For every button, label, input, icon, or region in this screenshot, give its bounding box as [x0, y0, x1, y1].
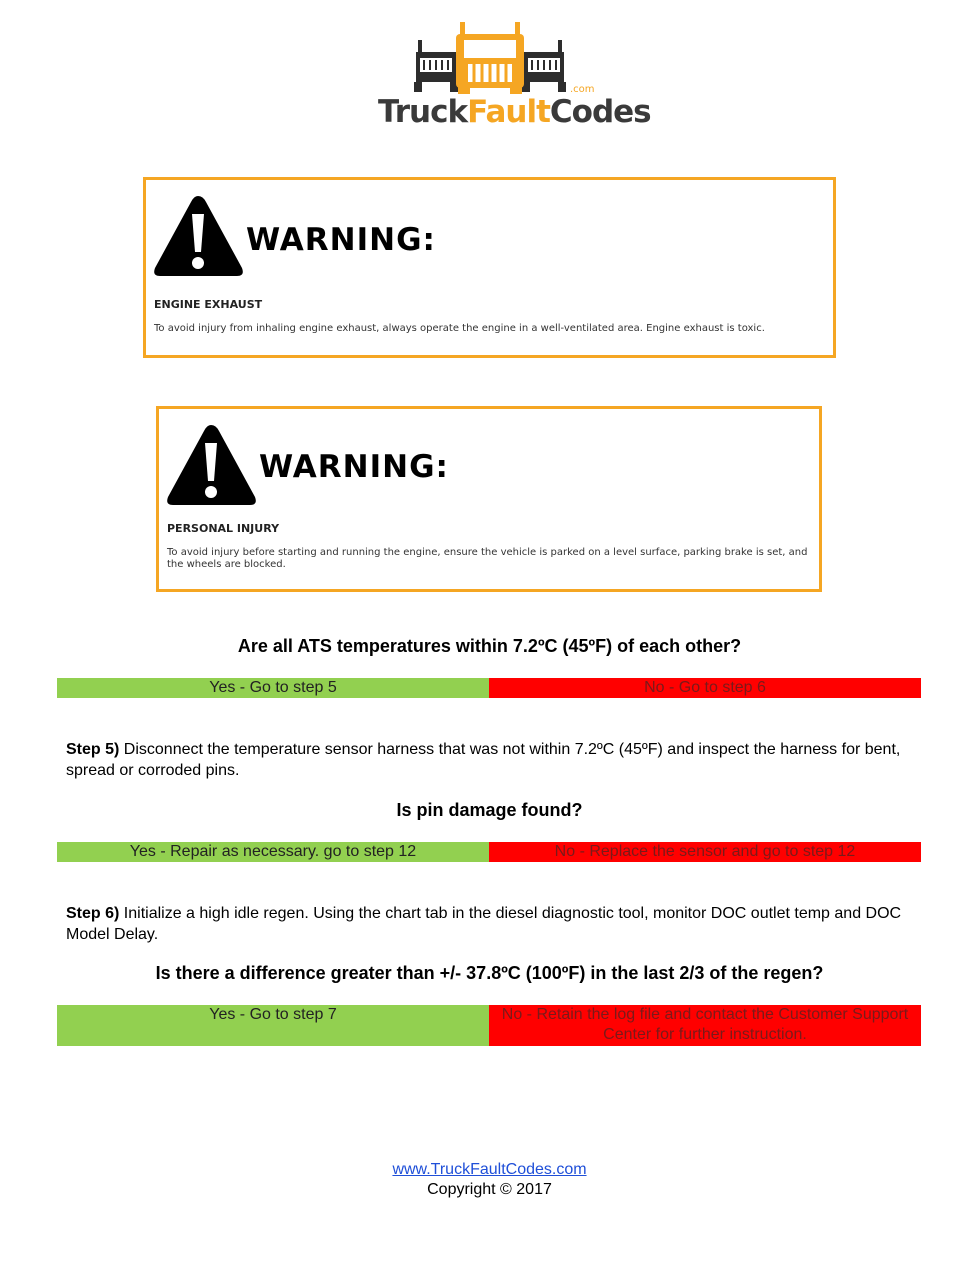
logo-com: .com	[570, 84, 595, 95]
yes-answer: Yes - Go to step 7	[57, 1005, 489, 1046]
warning-subtitle: PERSONAL INJURY	[167, 522, 280, 535]
question-pin-damage: Is pin damage found?	[396, 800, 583, 820]
question-regen-difference: Is there a difference greater than +/- 37.8ºC (100ºF) in the last 2/3 of the regen?	[155, 963, 824, 983]
yes-answer: Yes - Go to step 5	[57, 678, 489, 698]
step-label: Step 5)	[66, 741, 120, 758]
answer-row-3	[57, 1005, 921, 1046]
no-answer: No - Retain the log file and contact the Customer Support Center for further instruction.	[489, 1005, 921, 1046]
warning-body: To avoid injury before starting and running the engine, ensure the vehicle is parked on a level surface, parking brake is set, and the wheels are blocked.	[167, 547, 808, 570]
step-text: Initialize a high idle regen. Using the chart tab in the diesel diagnostic tool, monitor DOC outlet temp and DOC Model Delay.	[66, 905, 902, 943]
site-logo	[378, 20, 651, 130]
no-answer: No - Replace the sensor and go to step 12	[489, 842, 921, 862]
question-ats-temperatures: Are all ATS temperatures within 7.2ºC (45ºF) of each other?	[237, 636, 742, 656]
footer	[0, 1161, 979, 1199]
no-answer: No - Go to step 6	[489, 678, 921, 698]
warning-triangle-icon	[151, 190, 246, 280]
logo-wordmark: TruckFaultCodes	[378, 94, 651, 130]
warning-title: WARNING:	[246, 222, 436, 258]
warning-box-engine-exhaust	[143, 177, 836, 358]
yes-answer: Yes - Repair as necessary. go to step 12	[57, 842, 489, 862]
step-text: Disconnect the temperature sensor harness that was not within 7.2ºC (45ºF) and inspect the harness for bent, spread or corroded pins.	[66, 741, 901, 779]
warning-body: To avoid injury from inhaling engine exhaust, always operate the engine in a well-ventilated area. Engine exhaust is toxic.	[154, 323, 765, 334]
warning-title: WARNING:	[259, 449, 449, 485]
warning-subtitle: ENGINE EXHAUST	[154, 298, 263, 311]
step-5	[66, 739, 916, 781]
answer-row-1	[57, 678, 921, 698]
truck-icon	[378, 20, 602, 95]
step-6	[66, 903, 916, 945]
warning-triangle-icon	[164, 419, 259, 509]
answer-row-2	[57, 842, 921, 862]
warning-box-personal-injury	[156, 406, 822, 592]
copyright-text: Copyright © 2017	[427, 1181, 552, 1198]
step-label: Step 6)	[66, 905, 120, 922]
footer-link[interactable]: www.TruckFaultCodes.com	[392, 1161, 587, 1178]
